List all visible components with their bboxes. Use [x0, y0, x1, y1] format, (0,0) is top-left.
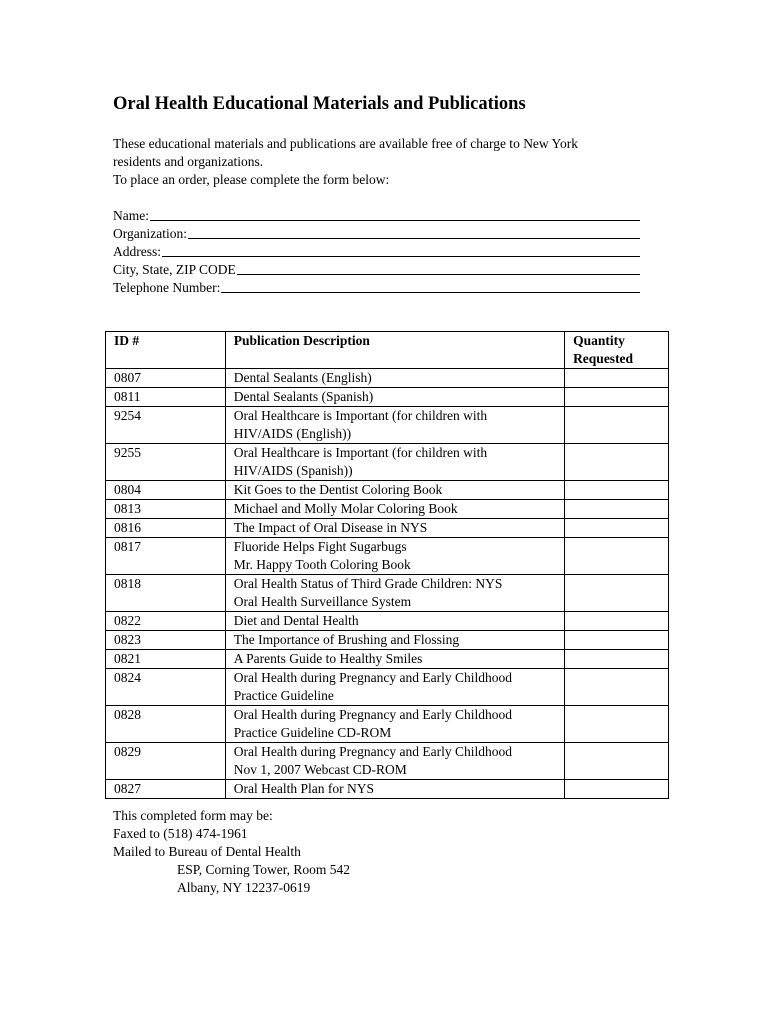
table-row [106, 780, 669, 799]
intro-line-2: residents and organizations. [113, 154, 264, 169]
publication-description-line: Oral Healthcare is Important (for children with [233, 445, 488, 460]
quantity-requested-cell[interactable] [565, 650, 669, 669]
quantity-requested-cell[interactable] [565, 444, 669, 481]
publication-description-line: Michael and Molly Molar Coloring Book [233, 501, 458, 516]
table-row [106, 575, 669, 612]
organization-blank[interactable] [188, 237, 640, 239]
table-row [106, 538, 669, 575]
publication-description-cell [225, 743, 564, 780]
publication-id-cell: 9255 [106, 444, 226, 481]
table-row [106, 650, 669, 669]
publication-id-cell: 0818 [106, 575, 226, 612]
publication-description-cell [225, 369, 564, 388]
publication-description-cell [225, 444, 564, 481]
publication-id-cell: 0804 [106, 481, 226, 500]
publication-description-line: Practice Guideline CD-ROM [233, 725, 392, 740]
quantity-requested-cell[interactable] [565, 519, 669, 538]
quantity-requested-cell[interactable] [565, 780, 669, 799]
publication-description-line: HIV/AIDS (Spanish)) [233, 463, 353, 478]
organization-field[interactable] [113, 224, 640, 242]
publication-id-cell: 0807 [106, 369, 226, 388]
publication-description-line: Fluoride Helps Fight Sugarbugs [233, 539, 407, 554]
table-row [106, 369, 669, 388]
publication-description-cell [225, 631, 564, 650]
publication-description-cell [225, 500, 564, 519]
quantity-column-header [565, 332, 669, 369]
description-column-header: Publication Description [225, 332, 564, 369]
table-row [106, 612, 669, 631]
table-row [106, 706, 669, 743]
table-row [106, 669, 669, 706]
intro-line-1: These educational materials and publications are available free of charge to New York [113, 136, 578, 151]
publication-description-line: Kit Goes to the Dentist Coloring Book [233, 482, 443, 497]
table-row [106, 444, 669, 481]
publication-id-cell: 9254 [106, 407, 226, 444]
publications-table-body [106, 369, 669, 799]
quantity-requested-cell[interactable] [565, 669, 669, 706]
telephone-label: Telephone Number: [113, 280, 221, 295]
name-label: Name: [113, 208, 149, 223]
quantity-requested-cell[interactable] [565, 369, 669, 388]
quantity-requested-cell[interactable] [565, 743, 669, 780]
publication-id-cell: 0822 [106, 612, 226, 631]
table-row [106, 481, 669, 500]
table-row [106, 500, 669, 519]
publication-description-cell [225, 519, 564, 538]
address-line-2: Albany, NY 12237-0619 [177, 880, 311, 895]
publication-description-line: Dental Sealants (English) [233, 370, 372, 385]
publication-id-cell: 0824 [106, 669, 226, 706]
page-title: Oral Health Educational Materials and Publications [113, 94, 526, 114]
publication-description-cell [225, 538, 564, 575]
publication-description-cell [225, 612, 564, 631]
order-form [113, 206, 640, 296]
name-field[interactable] [113, 206, 640, 224]
publication-description-cell [225, 388, 564, 407]
table-row [106, 519, 669, 538]
address-field[interactable] [113, 242, 640, 260]
publication-description-line: Oral Health Surveillance System [233, 594, 412, 609]
address-label: Address: [113, 244, 161, 259]
publication-description-line: Diet and Dental Health [233, 613, 359, 628]
publication-description-line: Mr. Happy Tooth Coloring Book [233, 557, 411, 572]
intro-text [113, 135, 673, 189]
table-row [106, 631, 669, 650]
quantity-requested-cell[interactable] [565, 500, 669, 519]
publication-description-cell [225, 575, 564, 612]
publication-id-cell: 0827 [106, 780, 226, 799]
publication-id-cell: 0829 [106, 743, 226, 780]
quantity-requested-cell[interactable] [565, 631, 669, 650]
publication-description-line: Oral Health during Pregnancy and Early Childhood [233, 707, 512, 722]
publication-description-line: Nov 1, 2007 Webcast CD-ROM [233, 762, 407, 777]
publication-description-line: Oral Health during Pregnancy and Early Childhood [233, 670, 512, 685]
publication-description-cell [225, 481, 564, 500]
publication-description-line: Practice Guideline [233, 688, 334, 703]
submission-instructions [113, 807, 350, 897]
quantity-requested-cell[interactable] [565, 538, 669, 575]
mail-line: Mailed to Bureau of Dental Health [113, 844, 301, 859]
publication-id-cell: 0828 [106, 706, 226, 743]
table-row [106, 407, 669, 444]
publication-id-cell: 0816 [106, 519, 226, 538]
quantity-requested-cell[interactable] [565, 481, 669, 500]
publication-description-line: Oral Healthcare is Important (for children with [233, 408, 488, 423]
city-state-zip-blank[interactable] [237, 273, 640, 275]
quantity-header-line-1: Quantity [573, 333, 625, 348]
quantity-requested-cell[interactable] [565, 388, 669, 407]
table-row [106, 743, 669, 780]
quantity-requested-cell[interactable] [565, 612, 669, 631]
telephone-blank[interactable] [221, 291, 640, 293]
publication-description-cell [225, 669, 564, 706]
quantity-header-line-2: Requested [573, 351, 634, 366]
quantity-requested-cell[interactable] [565, 407, 669, 444]
address-blank[interactable] [162, 255, 640, 257]
name-blank[interactable] [150, 219, 640, 221]
publication-id-cell: 0823 [106, 631, 226, 650]
table-header-row [106, 332, 669, 369]
publication-id-cell: 0821 [106, 650, 226, 669]
publication-description-cell [225, 706, 564, 743]
publication-description-line: The Importance of Brushing and Flossing [233, 632, 460, 647]
publication-id-cell: 0817 [106, 538, 226, 575]
publication-description-cell [225, 650, 564, 669]
publication-id-cell: 0813 [106, 500, 226, 519]
id-column-header: ID # [106, 332, 226, 369]
publication-description-line: Oral Health during Pregnancy and Early Childhood [233, 744, 512, 759]
fax-line: Faxed to (518) 474-1961 [113, 826, 248, 841]
city-state-zip-field[interactable] [113, 260, 640, 278]
quantity-requested-cell[interactable] [565, 575, 669, 612]
quantity-requested-cell[interactable] [565, 706, 669, 743]
publication-id-cell: 0811 [106, 388, 226, 407]
city-state-zip-label: City, State, ZIP CODE [113, 262, 236, 277]
publication-description-line: A Parents Guide to Healthy Smiles [233, 651, 423, 666]
organization-label: Organization: [113, 226, 187, 241]
intro-line-3: To place an order, please complete the form below: [113, 172, 390, 187]
publication-description-line: Oral Health Status of Third Grade Children: NYS [233, 576, 503, 591]
publication-description-cell [225, 407, 564, 444]
publication-description-cell [225, 780, 564, 799]
publication-description-line: Oral Health Plan for NYS [233, 781, 374, 796]
footer-line-1: This completed form may be: [113, 808, 273, 823]
address-line-1: ESP, Corning Tower, Room 542 [177, 862, 351, 877]
publications-table [105, 331, 669, 799]
publication-description-line: HIV/AIDS (English)) [233, 426, 352, 441]
publication-description-line: The Impact of Oral Disease in NYS [233, 520, 428, 535]
publication-description-line: Dental Sealants (Spanish) [233, 389, 374, 404]
table-row [106, 388, 669, 407]
telephone-field[interactable] [113, 278, 640, 296]
